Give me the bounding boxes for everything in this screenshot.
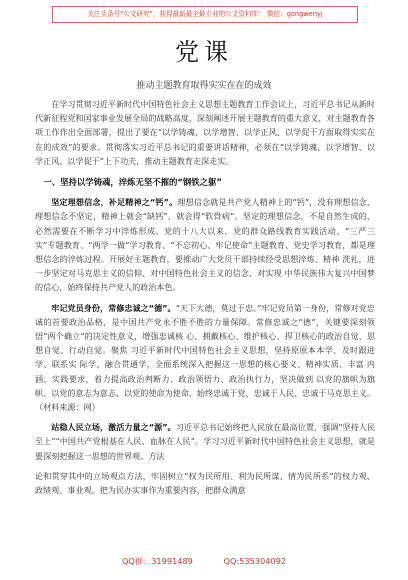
paragraph-lead: 站稳人民立场，激活力量之“源”。 xyxy=(51,422,176,433)
body-paragraph: 论和贯穿其中的立场观点方法，牢固树立“权为民所用、利为民所谋、情为民所系”的权力观、政绩观、事业观。把为民办实事作为重要内容，把群众满意 xyxy=(35,470,375,496)
document-title: 党课 xyxy=(175,38,233,66)
paragraph-text: “天下大德，莫过于忠。”牢记党员第一身份，常修对党忠诚的首要政治品格，是中国共产党永不胜不胜的力量保障。常修忠诚之“德”，关键要深刻领悟“两个确立”的决定性意义，增强忠诚核 心、拥戴核心、维护核心、捍卫核心的政治自觉、思想自觉、行动自觉。聚焦 习近平新时代中国特色社会主义思想，坚持原原本本学、及时跟进学、联系实 际学、融合贯通学，全面系统深入把握这一思想的核心要义、精神实质、丰富 内涵、实践要求，着力提高政治判断力、政治领悟力、政治执行力，坚决做到 以党的旗帜为旗帜、以党的意志为意志、以党的使命为使命，始终忠诚于党、忠诚于人民、忠诚于马克思主义。（材料来源：网） xyxy=(35,302,376,413)
section-heading: 一、坚持以学铸魂，淬炼无坚不摧的“钢铁之躯” xyxy=(43,177,222,188)
qq-personal: QQ:535304092 xyxy=(223,556,287,566)
paragraph-text: 习近平总书记始终把人民放在最高位置，强调“坚持人民至上”“中国共产党根基在人民、血脉在人民”。学习习近平新时代中国特色社会主义思想，就是要深刻把握这一思想的世界观、方法 xyxy=(35,422,376,461)
body-paragraph xyxy=(35,301,375,415)
paragraph-lead: 牢记党员身份，常修忠诚之“德”。 xyxy=(51,302,176,313)
paragraph-lead: 坚定理想信念，补足精神之“钙”。 xyxy=(51,197,178,208)
header-banner: 关注头条号"公文研究"，获得最新最全最专业的公文资料库！ 微信：gongwenyj xyxy=(52,6,358,23)
document-body xyxy=(35,97,375,497)
footer-contacts xyxy=(0,556,408,567)
paragraph-text: 理想信念就是共产党人精神上的“钙”，没有理想信念，理想信念不坚定，精神上就会“缺钙”，就会得“软骨病”。坚定的理想信念，不是自然生成的，必然需要在不断学习中淬炼形成。党的十八大以来，党的群众路线教育实践活动、“三严三实”专题教育、“两学一做”学习教育、“不忘初心、牢记使命”主题教育、党史学习教育，都是理想信念的淬炼过程。开展好主题教育，要推动广大党员干部持续经受思想淬炼、精神 洗礼，进一步坚定对马克思主义的信仰、对中国特色社会主义的信念、对实现 中华民族伟大复兴中国梦的信心，始终保持共产党人的政治本色。 xyxy=(35,197,375,293)
document-subtitle: 推动主题教育取得实实在在的成效 xyxy=(136,81,272,91)
intro-paragraph: 在学习贯彻习近平新时代中国特色社会主义思想主题教育工作会议上，习近平总书记从新时代新征程党和国家事业发展全局的战略高度，深刻阐述开展主题教育的重大意义，对主题教育各项工作作出全面部署，提出了要在“以学铸魂、以学增智、以学正风、以学促干方面取得实实在在的成效”的要求。贯彻落实习近平总书记的重要讲话精神，必须在“以学铸魂、以学增智、以学正风、以学促干”上下功夫，推动主题教育走深走实。 xyxy=(35,99,375,166)
body-paragraph xyxy=(35,195,375,294)
qq-group: QQ群：31991489 xyxy=(121,556,193,566)
body-paragraph xyxy=(35,420,375,463)
